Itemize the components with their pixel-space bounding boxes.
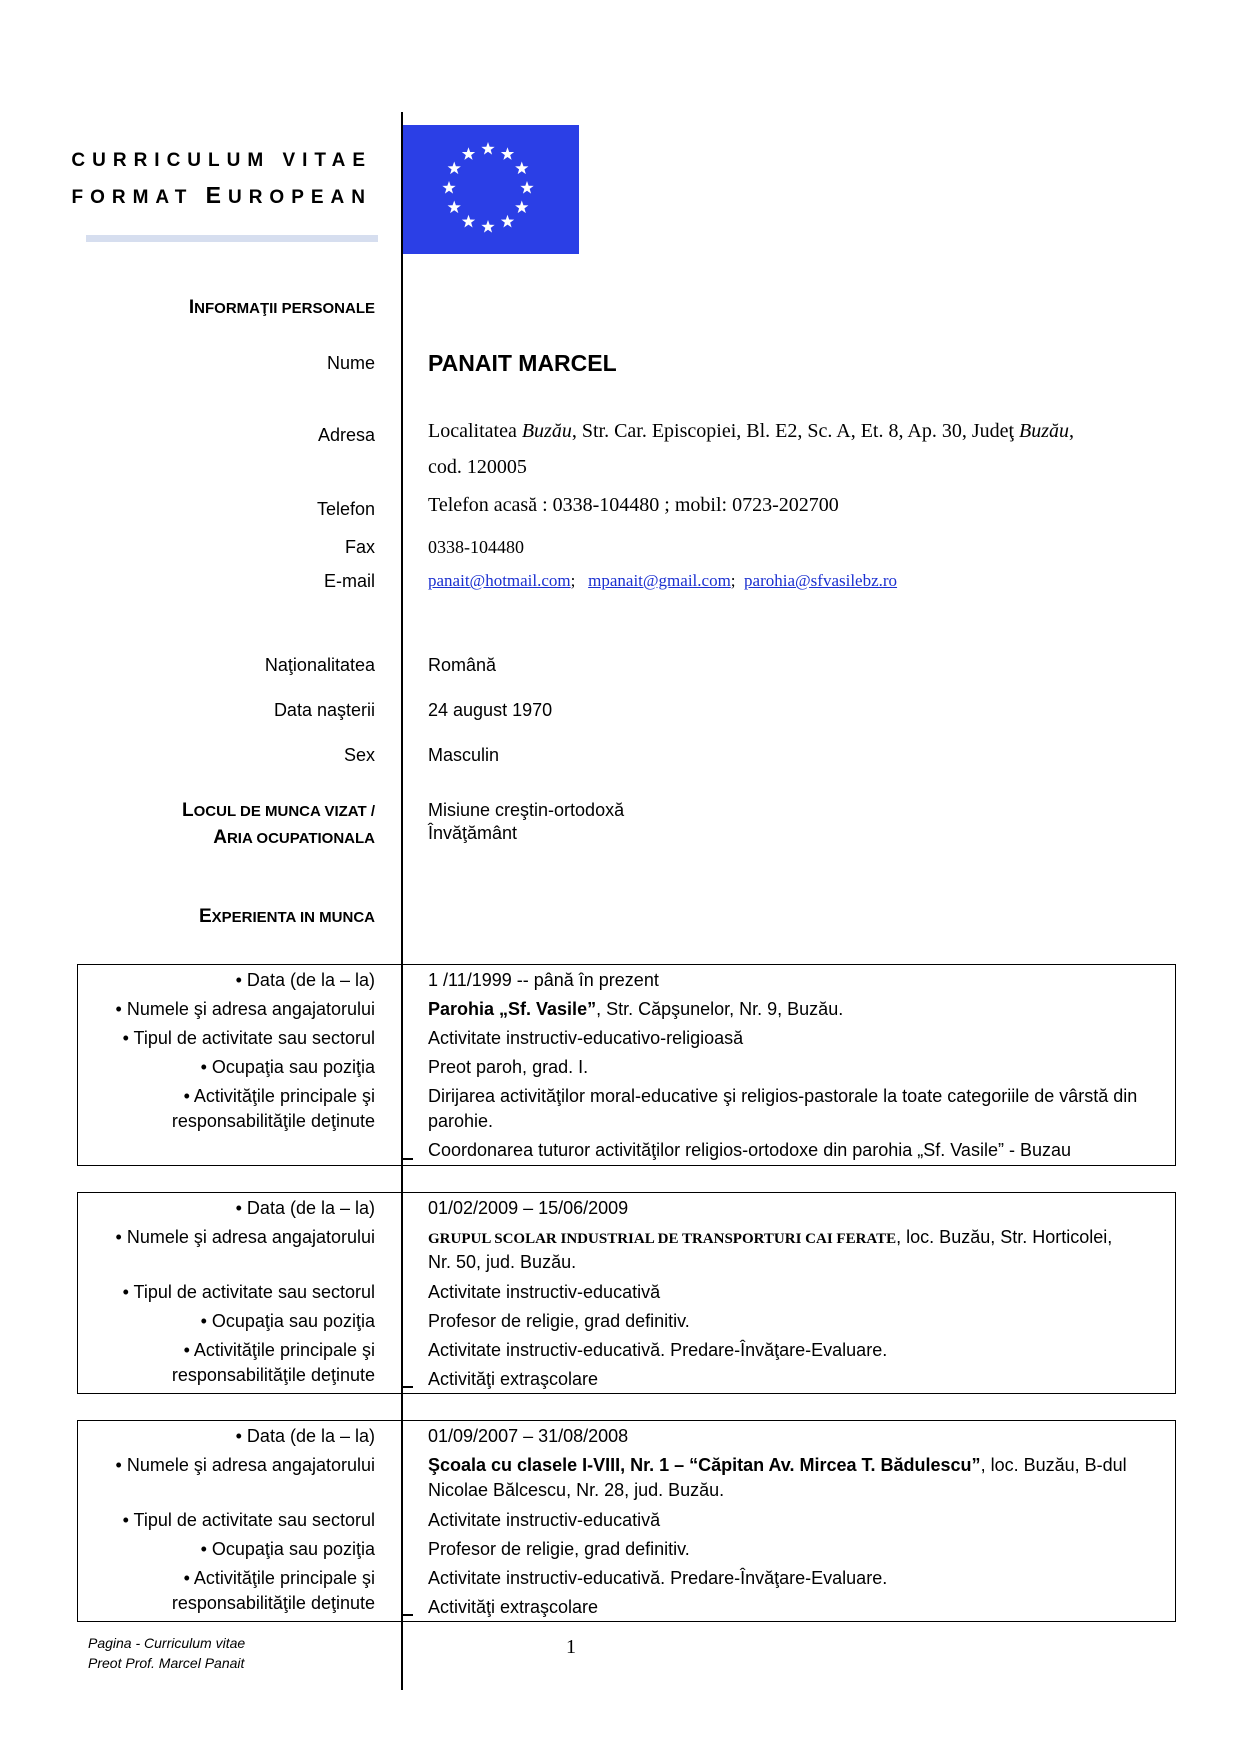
cv-title-line2: FORMAT EUROPEAN [71,182,372,208]
email-link-3[interactable]: parohia@sfvasilebz.ro [744,571,898,590]
section-job-target: LOCUL DE MUNCA VIZAT / [182,800,375,821]
entry2-position: Profesor de religie, grad definitiv. [428,1311,690,1331]
email-link-1[interactable]: panait@hotmail.com [428,571,571,590]
entry1-position-label: • Ocupaţia sau poziţia [200,1057,375,1077]
entry2-employer-label: • Numele şi adresa angajatorului [115,1227,375,1247]
flag-star-icon [481,220,494,233]
divider-gap [401,1164,403,1192]
nationality-label: Naţionalitatea [264,655,375,675]
entry3-sector-label: • Tipul de activitate sau sectorul [122,1510,375,1530]
entry2-activities-1: Activitate instructiv-educativă. Predare-Învăţare-Evaluare. [428,1340,888,1360]
entry3-position-label: • Ocupaţia sau poziţia [200,1539,375,1559]
divider-gap [401,1392,403,1420]
footer-line2: Preot Prof. Marcel Panait [88,1655,245,1671]
section-personal-info: INFORMAŢII PERSONALE [188,297,375,318]
entry1-activities-label-2: responsabilităţile deţinute [171,1111,375,1131]
flag-star-icon [520,181,533,194]
entry2-date-label: • Data (de la – la) [235,1198,375,1218]
birth-label: Data naşterii [273,700,375,720]
entry3-activities-2: Activităţi extraşcolare [428,1597,599,1617]
entry1-position: Preot paroh, grad. I. [428,1057,589,1077]
sex-label: Sex [343,745,375,765]
birth-value: 24 august 1970 [428,700,553,720]
entry1-employer-label: • Numele şi adresa angajatorului [115,999,375,1019]
entry3-date-label: • Data (de la – la) [235,1426,375,1446]
entry2-position-label: • Ocupaţia sau poziţia [200,1311,375,1331]
section-job-area: ARIA OCUPATIONALA [213,827,375,848]
cv-title-line1: CURRICULUM VITAE [71,150,372,171]
flag-star-icon [501,215,514,228]
phone-label: Telefon [316,499,375,519]
email-link-2[interactable]: mpanait@gmail.com [588,571,731,590]
entry1-employer: Parohia „Sf. Vasile”, Str. Căpşunelor, Nr. 9, Buzău. [428,999,844,1019]
entry2-activities-label-1: • Activităţile principale şi [183,1340,375,1360]
entry3-activities-label-2: responsabilităţile deţinute [171,1593,375,1613]
email-values: panait@hotmail.com; mpanait@gmail.com; parohia@sfvasilebz.ro [428,571,898,590]
footer-line1: Pagina - Curriculum vitae [88,1635,246,1651]
entry3-employer-label: • Numele şi adresa angajatorului [115,1455,375,1475]
title-underbar [86,235,378,242]
flag-star-icon [448,201,461,214]
nationality-value: Română [428,655,497,675]
entry2-employer-line2: Nr. 50, jud. Buzău. [428,1252,577,1272]
entry3-date: 01/09/2007 – 31/08/2008 [428,1426,629,1446]
entry1-sector-label: • Tipul de activitate sau sectorul [122,1028,375,1048]
flag-star-icon [501,147,514,160]
entry1-date-label: • Data (de la – la) [235,970,375,990]
flag-star-icon [442,181,455,194]
flag-star-icon [481,142,494,155]
entry1-activities-label-1: • Activităţile principale şi [183,1086,375,1106]
name-value: PANAIT MARCEL [428,350,617,376]
entry2-sector-label: • Tipul de activitate sau sectorul [122,1282,375,1302]
address-line2: cod. 120005 [428,456,527,478]
entry3-activities-label-1: • Activităţile principale şi [183,1568,375,1588]
fax-value: 0338-104480 [428,537,524,557]
flag-star-icon [515,162,528,175]
entry2-activities-2: Activităţi extraşcolare [428,1369,599,1389]
divider-tick [401,1614,413,1616]
address-label: Adresa [317,425,375,445]
flag-star-icon [515,201,528,214]
job-target-line1: Misiune creştin-ortodoxă [428,800,625,820]
entry3-employer-line2: Nicolae Bălcescu, Nr. 28, jud. Buzău. [428,1480,725,1500]
entry2-date: 01/02/2009 – 15/06/2009 [428,1198,629,1218]
entry1-activities-3: Coordonarea tuturor activităţilor religios-ortodoxe din parohia „Sf. Vasile” - Buzau [428,1140,1071,1160]
address-line1: Localitatea Buzău, Str. Car. Episcopiei, Bl. E2, Sc. A, Et. 8, Ap. 30, Judeţ Buzău, [428,420,1075,442]
sex-value: Masculin [428,745,500,765]
flag-star-icon [462,215,475,228]
divider-tick [401,1386,413,1388]
eu-flag-icon [403,125,579,254]
phone-value: Telefon acasă : 0338-104480 ; mobil: 0723-202700 [428,494,839,516]
entry2-activities-label-2: responsabilităţile deţinute [171,1365,375,1385]
entry3-activities-1: Activitate instructiv-educativă. Predare-Învăţare-Evaluare. [428,1568,888,1588]
flag-star-icon [448,162,461,175]
divider-tick [401,1158,413,1160]
entry1-activities-1: Dirijarea activităţilor moral-educative şi religios-pastorale la toate categoriile de vârstă din [428,1086,1138,1106]
entry1-date: 1 /11/1999 -- până în prezent [428,970,659,990]
entry3-position: Profesor de religie, grad definitiv. [428,1539,690,1559]
entry1-sector: Activitate instructiv-educativo-religioasă [428,1028,744,1048]
entry2-employer: GRUPUL SCOLAR INDUSTRIAL DE TRANSPORTURI CAI FERATE, loc. Buzău, Str. Horticolei, [428,1227,1113,1247]
entry2-sector: Activitate instructiv-educativă [428,1282,661,1302]
job-target-line2: Învăţământ [428,823,518,843]
page-number: 1 [566,1636,576,1658]
entry1-activities-2: parohie. [428,1111,494,1131]
flag-star-icon [462,147,475,160]
fax-label: Fax [344,537,375,557]
name-label: Nume [326,353,375,373]
section-work-experience: EXPERIENTA IN MUNCA [198,906,375,927]
email-label: E-mail [323,571,375,591]
entry3-sector: Activitate instructiv-educativă [428,1510,661,1530]
entry3-employer: Şcoala cu clasele I-VIII, Nr. 1 – “Căpitan Av. Mircea T. Bădulescu”, loc. Buzău, B-dul [428,1455,1127,1475]
